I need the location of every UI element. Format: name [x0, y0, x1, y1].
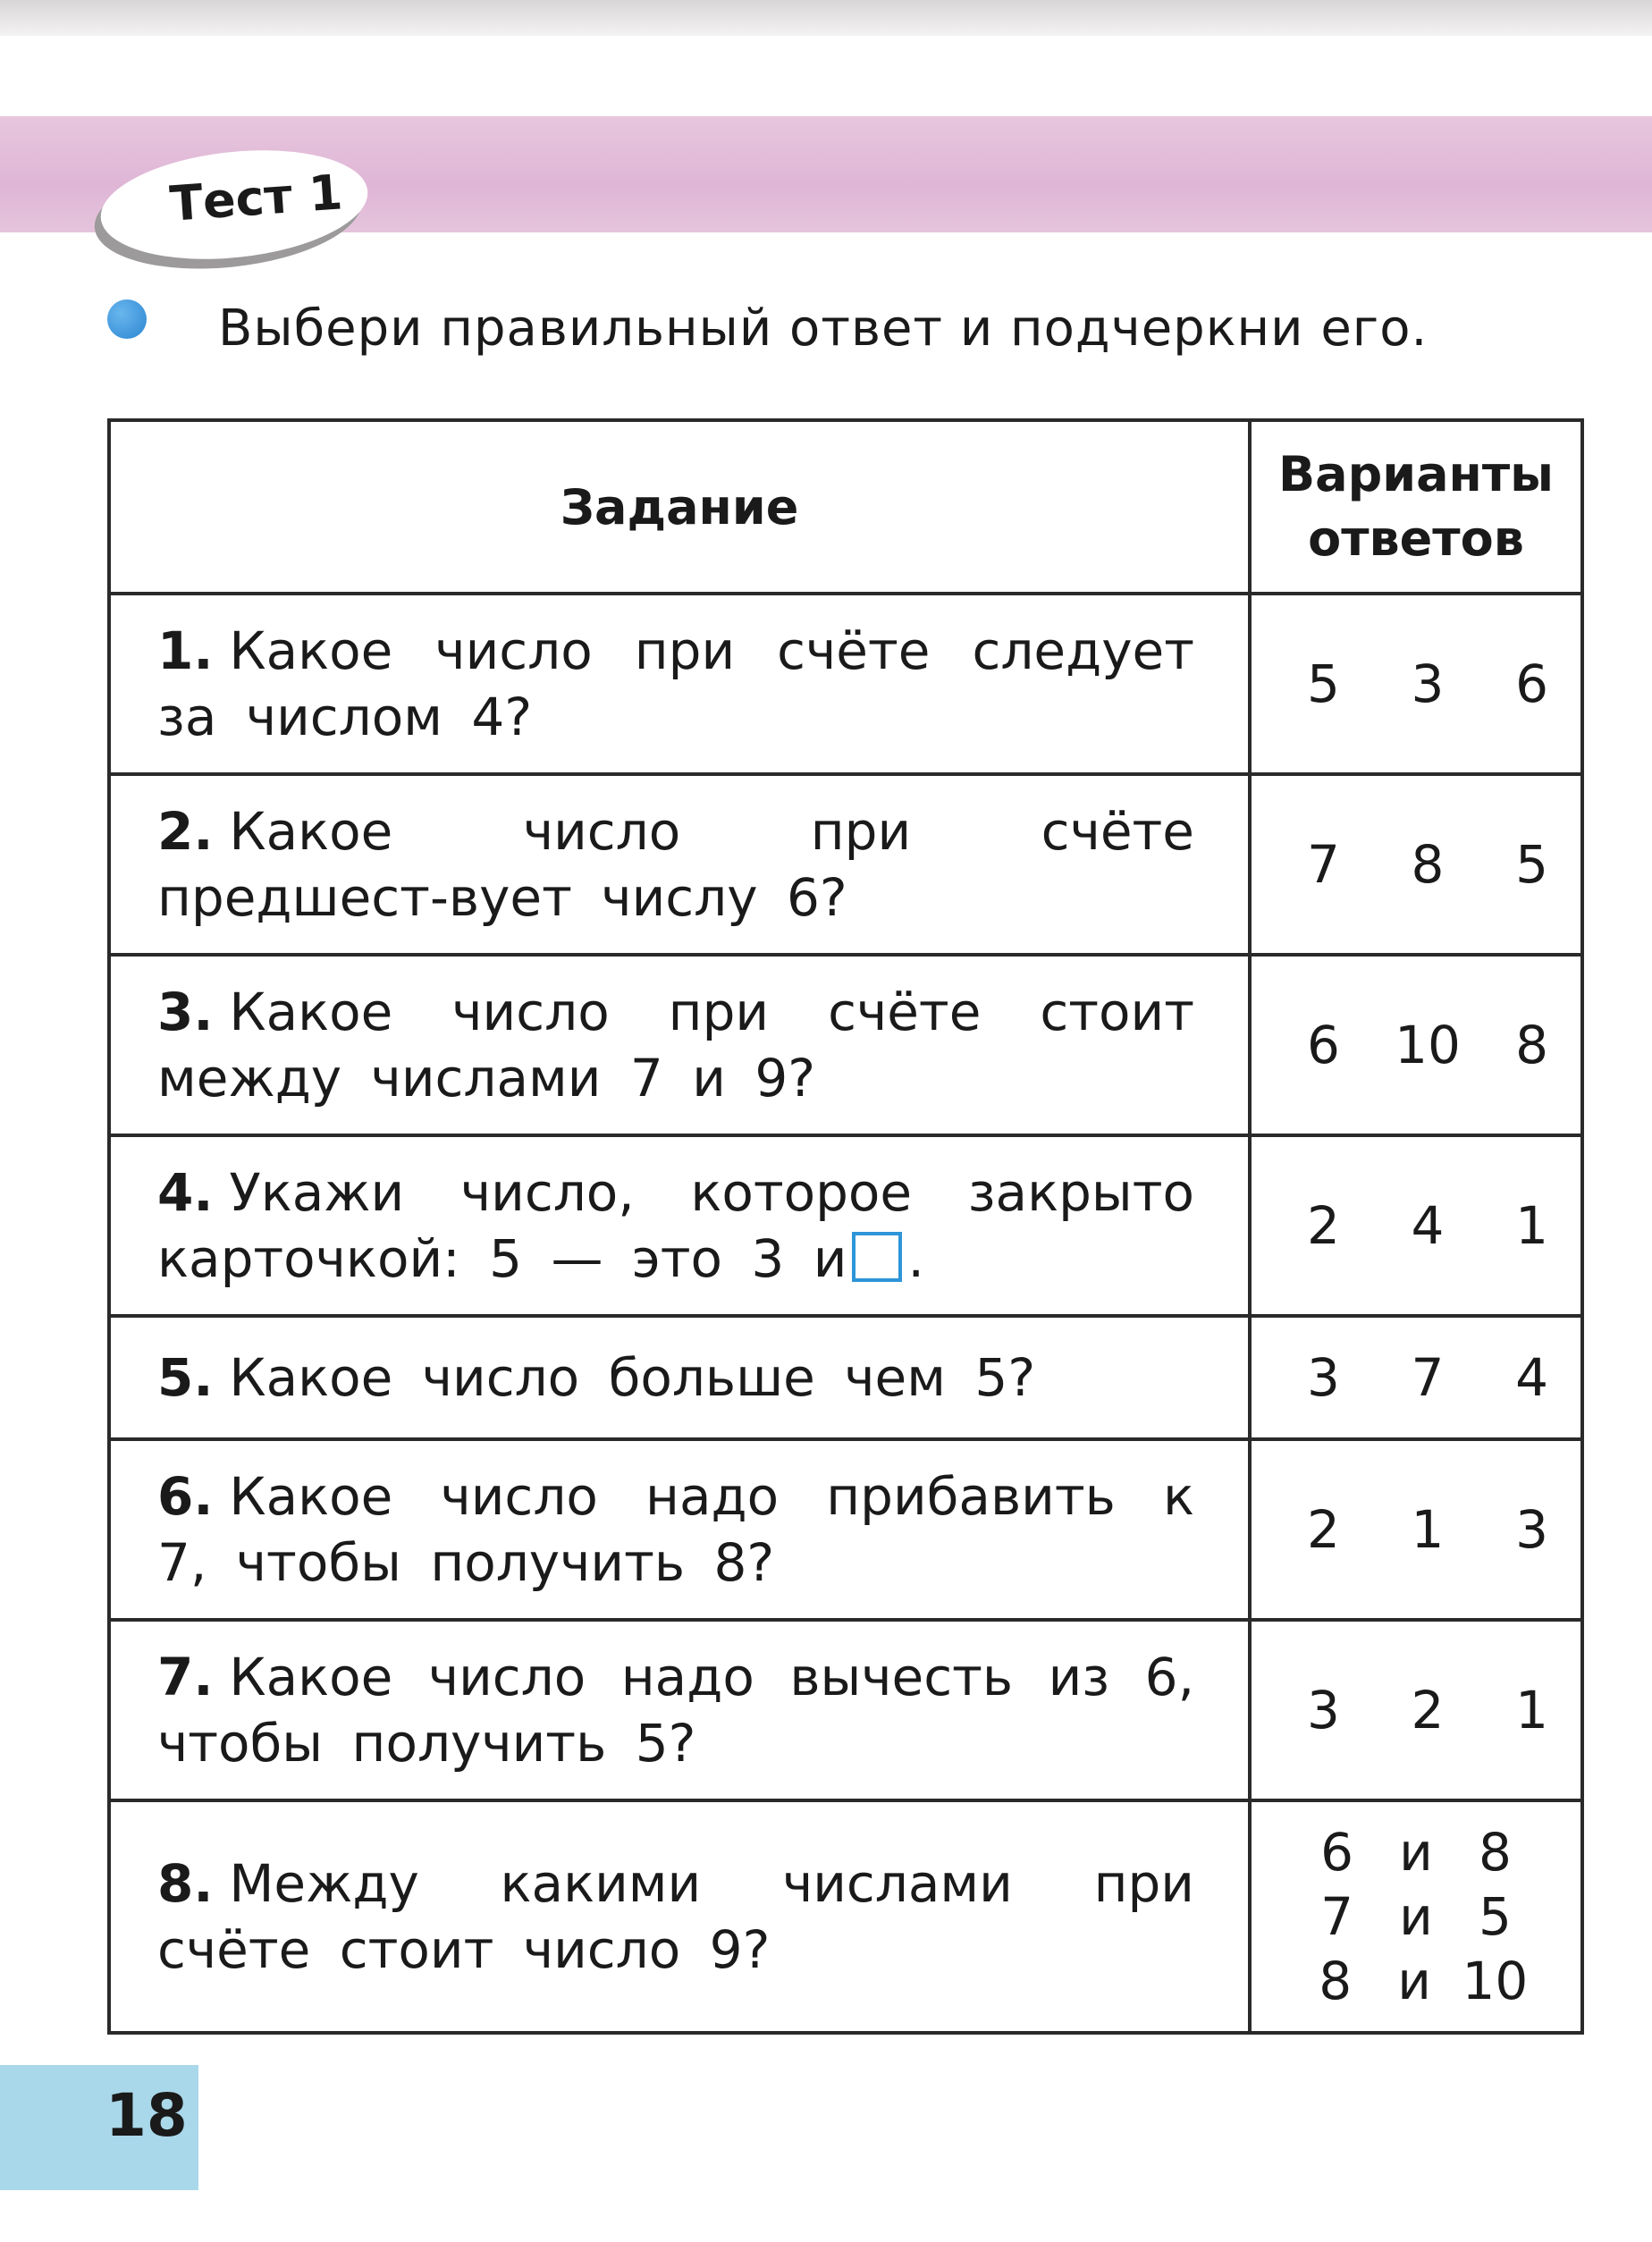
task-number: 6.: [157, 1466, 214, 1527]
answer-cell: [1250, 1620, 1582, 1800]
task-number: 7.: [157, 1647, 214, 1707]
answer-pair-and: и: [1397, 1951, 1431, 2011]
answer-pair-second: 10: [1462, 1951, 1529, 2011]
answer-pair-second: 8: [1478, 1822, 1512, 1883]
task-number: 5.: [157, 1347, 214, 1408]
answer-option[interactable]: 4: [1515, 1347, 1548, 1408]
answer-option[interactable]: 10: [1395, 1015, 1461, 1075]
answer-option[interactable]: 3: [1307, 1347, 1340, 1408]
task-cell: [109, 774, 1250, 955]
table-row: [109, 1800, 1582, 2033]
answer-option[interactable]: 1: [1515, 1195, 1548, 1256]
table-row: [109, 955, 1582, 1135]
answer-option[interactable]: 6: [1515, 653, 1548, 714]
header-answers-line1: Варианты: [1278, 446, 1554, 502]
answer-option[interactable]: 7: [1307, 834, 1340, 895]
page-fold: [0, 0, 1652, 36]
answer-option[interactable]: 1: [1515, 1680, 1548, 1740]
task-text: Какое число больше чем 5?: [229, 1347, 1036, 1408]
task-text: Какое число при счёте стоит между числами 7 и 9?: [157, 982, 1194, 1108]
answer-option[interactable]: 3: [1307, 1680, 1340, 1740]
answer-option[interactable]: 2: [1411, 1680, 1445, 1740]
answer-pair-second: 5: [1478, 1886, 1512, 1947]
task-text: Укажи число, которое закрыто карточкой: 5 — это 3 и: [157, 1162, 1194, 1289]
task-number: 2.: [157, 801, 214, 862]
table-row: [109, 594, 1582, 774]
task-text: Какое число надо прибавить к 7, чтобы получить 8?: [157, 1466, 1194, 1593]
instruction-text: Выбери правильный ответ и подчеркни его.: [218, 299, 1429, 358]
answer-cell: [1250, 955, 1582, 1135]
task-number: 1.: [157, 620, 214, 681]
bullet-icon: [107, 299, 147, 339]
header-task: Задание: [109, 420, 1250, 594]
answer-cell: [1250, 594, 1582, 774]
table-row: [109, 1135, 1582, 1316]
page-number: 18: [105, 2081, 188, 2150]
task-text: Какое число при счёте следует за числом 4?: [157, 620, 1194, 747]
answer-pair-first: 6: [1320, 1822, 1354, 1883]
task-cell: [109, 955, 1250, 1135]
answer-cell: [1250, 1135, 1582, 1316]
task-number: 3.: [157, 982, 214, 1042]
answer-pair-first: 8: [1319, 1951, 1353, 2011]
blank-card-box: [852, 1232, 902, 1282]
answer-option[interactable]: 8: [1411, 834, 1445, 895]
table-header-row: [109, 420, 1582, 594]
answer-cell: [1250, 774, 1582, 955]
task-cell: [109, 1135, 1250, 1316]
task-text-end: .: [907, 1228, 924, 1289]
answer-cell: [1250, 1439, 1582, 1620]
task-text: Какое число надо вычесть из 6, чтобы получить 5?: [157, 1647, 1194, 1774]
header-answers-line2: ответов: [1308, 510, 1524, 567]
table-row: [109, 1316, 1582, 1439]
task-table: [107, 418, 1584, 2035]
answer-cell: [1250, 1316, 1582, 1439]
answer-option[interactable]: 7: [1411, 1347, 1445, 1408]
task-cell: [109, 1800, 1250, 2033]
answer-option[interactable]: 6: [1307, 1015, 1340, 1075]
test-title: Тест 1: [168, 164, 345, 232]
answer-option[interactable]: 4: [1411, 1195, 1445, 1256]
task-number: 8.: [157, 1853, 214, 1914]
answer-pair-and: и: [1399, 1822, 1433, 1883]
task-number: 4.: [157, 1162, 214, 1223]
task-text: Какое число при счёте предшест-вует числу 6?: [157, 801, 1194, 928]
header-answers: [1250, 420, 1582, 594]
answer-option[interactable]: 2: [1307, 1499, 1340, 1560]
task-cell: [109, 1620, 1250, 1800]
table-row: [109, 1620, 1582, 1800]
task-cell: [109, 1439, 1250, 1620]
answer-option[interactable]: 2: [1307, 1195, 1340, 1256]
answer-option[interactable]: 3: [1515, 1499, 1548, 1560]
answer-option[interactable]: 8: [1515, 1015, 1548, 1075]
answer-option[interactable]: [1306, 1820, 1527, 1884]
answer-option[interactable]: 5: [1307, 653, 1340, 714]
answer-option[interactable]: [1306, 1884, 1527, 1949]
table-row: [109, 1439, 1582, 1620]
task-text: Между какими числами при счёте стоит число 9?: [157, 1853, 1194, 1980]
task-cell: [109, 1316, 1250, 1439]
answer-option[interactable]: 1: [1411, 1499, 1445, 1560]
answer-option[interactable]: [1304, 1949, 1529, 2013]
table-row: [109, 774, 1582, 955]
answer-option[interactable]: 3: [1411, 653, 1445, 714]
answer-option[interactable]: 5: [1515, 834, 1548, 895]
answer-cell: [1250, 1800, 1582, 2033]
answer-pair-first: 7: [1320, 1886, 1354, 1947]
answer-pair-and: и: [1399, 1886, 1433, 1947]
task-cell: [109, 594, 1250, 774]
